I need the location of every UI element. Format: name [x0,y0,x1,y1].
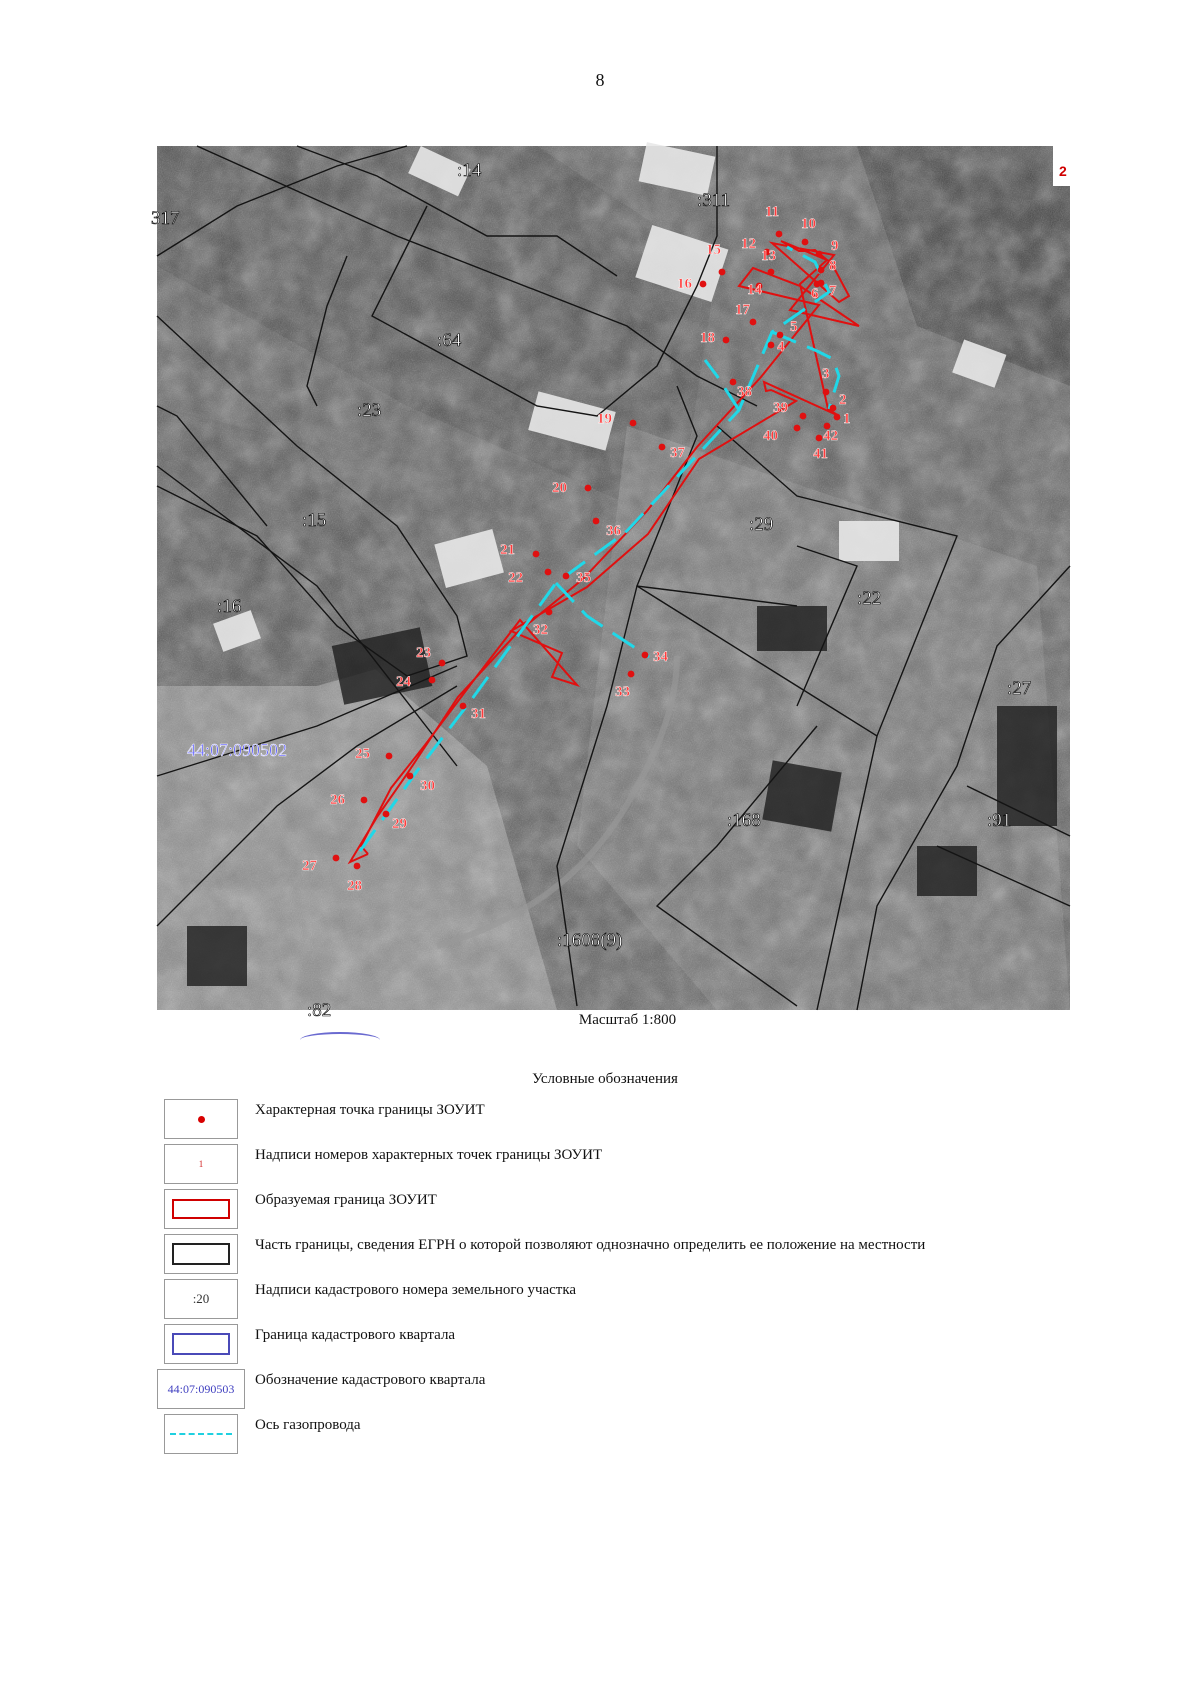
parcel-label: :27 [1007,678,1032,699]
parcel-label: :82 [307,1000,332,1021]
red-rect-icon [172,1199,230,1219]
boundary-vertex-1 [834,414,841,421]
boundary-vertex-9 [816,251,823,258]
boundary-vertex-34 [642,652,649,659]
legend-symbol-red-rect [164,1189,238,1229]
parcel-label: :91 [987,810,1012,831]
vertex-label-37: 37 [670,445,685,461]
legend-label: Образуемая граница ЗОУИТ [255,1192,437,1208]
vertex-label-29: 29 [392,816,407,832]
vertex-label-7: 7 [829,283,837,299]
quarter-label-sample: 44:07:090503 [167,1381,235,1396]
vertex-label-14: 14 [747,282,762,298]
boundary-vertex-27 [333,855,340,862]
legend-title: Условные обозначения [532,1071,678,1087]
boundary-vertex-36 [593,518,600,525]
boundary-vertex-4 [768,342,775,349]
cadastral-number-sample: :20 [192,1291,210,1306]
legend-symbol-cyan-dash [164,1414,238,1454]
vertex-label-4: 4 [777,339,785,355]
boundary-vertex-11 [776,231,783,238]
vertex-label-11: 11 [765,204,780,220]
legend-symbol-blue-rect [164,1324,238,1364]
vertex-label-3: 3 [822,366,830,382]
boundary-vertex-24 [429,677,436,684]
vertex-label-38: 38 [737,384,752,400]
quarter-boundary-arc [300,1032,380,1048]
legend-label: Характерная точка границы ЗОУИТ [255,1102,485,1118]
parcel-label: :16 [217,596,242,617]
boundary-vertex-40 [794,425,801,432]
legend-item-quarter-boundary [159,1324,1159,1369]
legend-symbol-quarter-label [157,1369,245,1409]
vertex-label-21: 21 [500,542,515,558]
boundary-vertex-10 [802,239,809,246]
legend-item-quarter-label [159,1369,1159,1414]
vertex-label-30: 30 [420,778,435,794]
vertex-label-24: 24 [396,674,411,690]
boundary-vertex-2 [830,405,837,412]
legend-label: Ось газопровода [255,1417,361,1433]
parcel-label: :1608(9) [557,930,623,951]
boundary-vertex-37 [659,444,666,451]
svg-text:2: 2 [1059,163,1067,179]
legend-item-point [159,1099,1159,1144]
parcel-label: :15 [302,510,327,531]
boundary-vertex-30 [407,773,414,780]
vertex-label-18: 18 [700,330,715,346]
parcel-label: :23 [357,400,382,421]
parcel-label: :168 [727,810,761,831]
parcel-label: :311 [697,190,731,211]
legend-label: Часть границы, сведения ЕГРН о которой позволяют однозначно определить ее положение на местности [255,1237,926,1253]
boundary-vertex-13 [768,269,775,276]
vertex-label-42: 42 [823,428,838,444]
legend-symbol-black-rect [164,1234,238,1274]
vertex-label-19: 19 [597,411,612,427]
boundary-vertex-15 [719,269,726,276]
parcel-label: :64 [437,330,462,351]
legend-item-point-number [159,1144,1159,1189]
vertex-label-31: 31 [471,706,486,722]
vertex-label-28: 28 [347,878,362,894]
legend-label: Обозначение кадастрового квартала [255,1372,486,1388]
red-dot-icon [198,1116,205,1123]
legend-symbol-cadastral-number [164,1279,238,1319]
legend-label: Граница кадастрового квартала [255,1327,456,1343]
boundary-vertex-21 [533,551,540,558]
boundary-vertex-33 [628,671,635,678]
vertex-label-16: 16 [677,276,692,292]
parcel-label: :22 [857,588,882,609]
legend-item-zouit-boundary [159,1189,1159,1234]
dashed-line-icon [170,1433,232,1435]
legend-label: Надписи кадастрового номера земельного участка [255,1282,577,1298]
vertex-label-39: 39 [773,400,788,416]
vertex-label-1: 1 [843,411,851,427]
boundary-vertex-19 [630,420,637,427]
vertex-label-8: 8 [829,258,837,274]
boundary-vertex-18 [723,337,730,344]
boundary-vertex-23 [439,660,446,667]
boundary-vertex-22 [545,569,552,576]
black-rect-icon [172,1243,230,1265]
boundary-vertex-3 [823,389,830,396]
parcel-label: :14 [457,160,482,181]
vertex-label-32: 32 [533,622,548,638]
boundary-vertex-28 [354,863,361,870]
vertex-label-15: 15 [706,242,721,258]
vertex-label-2: 2 [839,392,847,408]
point-number-sample: 1 [198,1159,204,1169]
boundary-vertex-39 [800,413,807,420]
vertex-label-25: 25 [355,746,370,762]
legend-symbol-red-dot [164,1099,238,1139]
scale-label: Масштаб 1:800 [578,1012,677,1028]
boundary-vertex-31 [460,703,467,710]
boundary-vertex-20 [585,485,592,492]
vertex-label-26: 26 [330,792,345,808]
boundary-vertex-25 [386,753,393,760]
legend-item-cadastral-number [159,1279,1159,1324]
vertex-label-5: 5 [790,319,798,335]
legend [159,1099,1159,1459]
vertex-label-13: 13 [761,248,776,264]
vertex-label-40: 40 [763,428,778,444]
boundary-vertex-16 [700,281,707,288]
vertex-label-22: 22 [508,570,523,586]
legend-label: Надписи номеров характерных точек границы ЗОУИТ [255,1147,603,1163]
blue-rect-icon [172,1333,230,1355]
boundary-vertex-7 [818,280,825,287]
vertex-label-20: 20 [552,480,567,496]
vertex-label-34: 34 [653,649,668,665]
parcel-label: 317 [151,208,180,229]
vertex-label-10: 10 [801,216,816,232]
vertex-label-23: 23 [416,645,431,661]
vertex-label-17: 17 [735,302,750,318]
vertex-label-35: 35 [576,570,591,586]
legend-symbol-point-number [164,1144,238,1184]
boundary-vertex-26 [361,797,368,804]
cadastral-quarter-label: 44:07:090502 [187,740,288,760]
boundary-vertex-41 [816,435,823,442]
aerial-imagery [157,142,1070,1010]
legend-item-egrn-boundary [159,1234,1159,1279]
vertex-label-12: 12 [741,236,756,252]
parcel-label: :29 [749,514,774,535]
boundary-vertex-8 [818,267,825,274]
boundary-vertex-5 [777,332,784,339]
vertex-label-36: 36 [606,523,621,539]
boundary-vertex-38 [730,379,737,386]
boundary-vertex-17 [750,319,757,326]
vertex-label-6: 6 [811,286,819,302]
boundary-vertex-32 [546,609,553,616]
vertex-label-33: 33 [615,684,630,700]
boundary-vertex-29 [383,811,390,818]
page-number: 8 [595,70,605,90]
vertex-label-41: 41 [813,446,828,462]
vertex-label-9: 9 [831,238,839,254]
legend-item-gas-axis [159,1414,1159,1459]
vertex-label-27: 27 [302,858,317,874]
boundary-vertex-35 [563,573,570,580]
